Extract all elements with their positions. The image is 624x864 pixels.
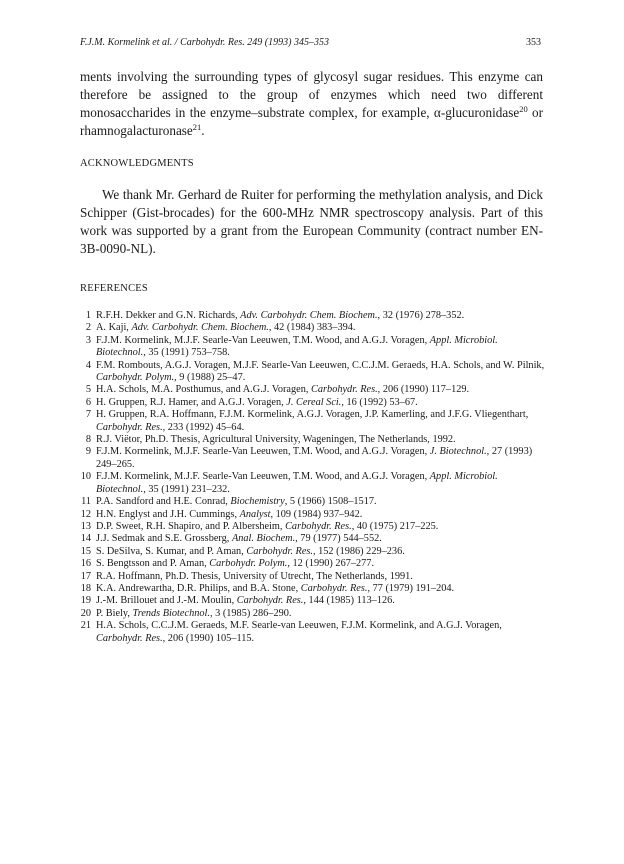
reference-volume: , 3 (1985) 286–290.: [209, 607, 292, 619]
reference-item: [80, 608, 550, 620]
reference-item: [80, 384, 550, 396]
reference-authors: R.F.H. Dekker and G.N. Richards,: [96, 310, 241, 321]
reference-number: 11: [81, 496, 91, 508]
reference-volume: , 233 (1992) 45–64.: [162, 421, 245, 433]
reference-number: 20: [80, 607, 91, 619]
citation-20: 20: [519, 104, 528, 114]
reference-volume: , 206 (1990) 105–115.: [162, 632, 255, 644]
reference-item: [80, 521, 550, 533]
intro-text-1: ments involving the surrounding types of glycosyl sugar residues. This enzyme can therefore be assigned to the group of enzymes which need two different monosaccharides in the enzyme–substrate complex, for example, α-glucuronidase: [80, 69, 543, 120]
reference-volume: , 144 (1985) 113–126.: [303, 595, 395, 607]
acknowledgments-paragraph: [80, 186, 543, 258]
reference-volume: , 16 (1992) 53–67.: [341, 396, 418, 408]
reference-item: [80, 446, 550, 471]
reference-item: [80, 434, 550, 446]
reference-journal: Carbohydr. Res.: [300, 582, 368, 594]
reference-journal: Carbohydr. Res.: [311, 384, 378, 396]
reference-volume: , 79 (1977) 544–552.: [295, 533, 382, 545]
reference-authors: F.M. Rombouts, A.G.J. Voragen, M.J.F. Searle-Van Leeuwen, C.C.J.M. Geraeds, H.A. Schols, and W. Pilnik,: [96, 359, 545, 371]
reference-volume: , 9 (1988) 25–47.: [174, 372, 246, 384]
reference-number: 3: [85, 334, 91, 346]
reference-number: 12: [80, 508, 91, 520]
reference-authors: R.A. Hoffmann, Ph.D. Thesis, University of Utrecht, The Netherlands, 1991.: [96, 570, 413, 582]
reference-number: 19: [80, 595, 91, 607]
reference-volume: , 12 (1990) 267–277.: [287, 558, 375, 570]
reference-item: [80, 533, 550, 545]
reference-number: 2: [85, 322, 91, 334]
reference-number: 5: [85, 384, 91, 396]
reference-authors: H.N. Englyst and J.H. Cummings,: [96, 508, 240, 520]
intro-text-2: or rhamnogalacturonase: [80, 105, 543, 138]
reference-authors: D.P. Sweet, R.H. Shapiro, and P. Albersheim,: [96, 520, 286, 532]
reference-authors: P. Biely,: [96, 607, 133, 619]
intro-text-3: .: [201, 123, 205, 138]
reference-journal: Carbohydr. Res.: [246, 545, 313, 557]
reference-number: 7: [85, 409, 91, 421]
reference-journal: Carbohydr. Res.: [236, 595, 304, 607]
reference-journal: Carbohydr. Polym.: [209, 558, 288, 570]
reference-number: 16: [80, 558, 91, 570]
reference-authors: R.J. Viëtor, Ph.D. Thesis, Agricultural University, Wageningen, The Netherlands, 1992.: [96, 434, 456, 446]
reference-authors: H. Gruppen, R.J. Hamer, and A.G.J. Voragen,: [96, 396, 287, 408]
reference-journal: Carbohydr. Res.: [96, 632, 163, 644]
reference-authors: S. DeSilva, S. Kumar, and P. Aman,: [96, 545, 247, 557]
reference-number: 14: [80, 533, 91, 545]
reference-journal: Appl. Microbiol. Biotechnol.: [96, 471, 498, 495]
reference-journal: Analyst: [239, 508, 271, 520]
reference-authors: F.J.M. Kormelink, M.J.F. Searle-Van Leeuwen, T.M. Wood, and A.G.J. Voragen,: [96, 471, 430, 483]
reference-item: [80, 509, 550, 521]
running-header: [80, 37, 541, 48]
reference-item: [80, 496, 550, 508]
reference-volume: , 40 (1975) 217–225.: [351, 520, 439, 532]
reference-authors: F.J.M. Kormelink, M.J.F. Searle-Van Leeuwen, T.M. Wood, and A.G.J. Voragen,: [96, 446, 430, 458]
references-list: [80, 310, 550, 645]
running-title: F.J.M. Kormelink et al. / Carbohydr. Res. 249 (1993) 345–353: [80, 37, 329, 48]
reference-volume: , 77 (1979) 191–204.: [367, 582, 455, 594]
reference-number: 21: [80, 620, 91, 632]
reference-item: [80, 409, 550, 434]
reference-authors: J.J. Sedmak and S.E. Grossberg,: [96, 533, 232, 545]
reference-item: [80, 558, 550, 570]
reference-item: [80, 360, 550, 385]
reference-item: [80, 310, 550, 322]
reference-number: 18: [80, 582, 91, 594]
reference-journal: Adv. Carbohydr. Chem. Biochem.: [131, 322, 269, 334]
reference-volume: , 27 (1993) 249–265.: [96, 446, 533, 470]
reference-authors: K.A. Andrewartha, D.R. Philips, and B.A. Stone,: [96, 582, 301, 594]
acknowledgments-text: We thank Mr. Gerhard de Ruiter for performing the methylation analysis, and Dick Schipper (Gist-brocades) for the 600-MHz NMR spectroscopy analysis. Part of this work was supported by a grant from the European Community (contract number EN-3B-0090-NL).: [80, 187, 543, 256]
conclusion-paragraph: [80, 68, 543, 140]
reference-volume: , 32 (1976) 278–352.: [377, 310, 465, 321]
acknowledgments-heading: ACKNOWLEDGMENTS: [80, 158, 194, 169]
reference-authors: H.A. Schols, M.A. Posthumus, and A.G.J. Voragen,: [96, 384, 312, 396]
references-heading: REFERENCES: [80, 283, 148, 294]
reference-number: 15: [80, 545, 91, 557]
reference-volume: , 5 (1966) 1508–1517.: [284, 496, 377, 508]
reference-authors: A. Kaji,: [96, 322, 132, 334]
reference-journal: Appl. Microbiol. Biotechnol.: [96, 334, 498, 359]
reference-item: [80, 620, 550, 645]
reference-number: 10: [80, 471, 91, 483]
reference-number: 8: [85, 434, 91, 446]
reference-journal: Adv. Carbohydr. Chem. Biochem.: [240, 310, 378, 321]
reference-journal: J. Cereal Sci.: [286, 396, 342, 408]
reference-authors: J.-M. Brillouet and J.-M. Moulin,: [96, 595, 237, 607]
reference-volume: , 42 (1984) 383–394.: [268, 322, 356, 334]
reference-volume: , 152 (1986) 229–236.: [312, 545, 405, 557]
reference-item: [80, 595, 550, 607]
reference-item: [80, 335, 550, 360]
reference-journal: Carbohydr. Res.: [96, 421, 163, 433]
reference-journal: Carbohydr. Polym.: [96, 372, 175, 384]
reference-item: [80, 471, 550, 496]
reference-item: [80, 583, 550, 595]
reference-authors: P.A. Sandford and H.E. Conrad,: [96, 496, 231, 508]
reference-number: 13: [80, 520, 91, 532]
reference-journal: Carbohydr. Res.: [285, 520, 352, 532]
reference-authors: H. Gruppen, R.A. Hoffmann, F.J.M. Kormelink, A.G.J. Voragen, J.P. Kamerling, and J.F.G. Vliegenthart,: [96, 409, 529, 421]
citation-21: 21: [192, 122, 202, 132]
reference-number: 9: [85, 446, 91, 458]
reference-volume: , 206 (1990) 117–129.: [377, 384, 470, 396]
reference-number: 17: [80, 570, 91, 582]
reference-authors: H.A. Schols, C.C.J.M. Geraeds, M.F. Searle-van Leeuwen, F.J.M. Kormelink, and A.G.J. Voragen,: [96, 620, 502, 632]
reference-journal: Biochemistry: [230, 496, 285, 508]
reference-volume: , 35 (1991) 231–232.: [143, 483, 230, 495]
reference-authors: S. Bengtsson and P. Aman,: [96, 558, 210, 570]
reference-journal: Trends Biotechnol.: [132, 607, 210, 619]
reference-journal: Anal. Biochem.: [231, 533, 296, 545]
reference-item: [80, 546, 550, 558]
reference-item: [80, 322, 550, 334]
reference-number: 4: [85, 359, 91, 371]
reference-journal: J. Biotechnol.: [429, 446, 487, 458]
reference-item: [80, 397, 550, 409]
reference-authors: F.J.M. Kormelink, M.J.F. Searle-Van Leeuwen, T.M. Wood, and A.G.J. Voragen,: [96, 334, 430, 346]
page-number: 353: [526, 37, 541, 48]
reference-volume: , 109 (1984) 937–942.: [270, 508, 363, 520]
reference-volume: , 35 (1991) 753–758.: [143, 347, 230, 359]
reference-number: 1: [85, 310, 91, 321]
reference-number: 6: [85, 396, 91, 408]
reference-item: [80, 571, 550, 583]
